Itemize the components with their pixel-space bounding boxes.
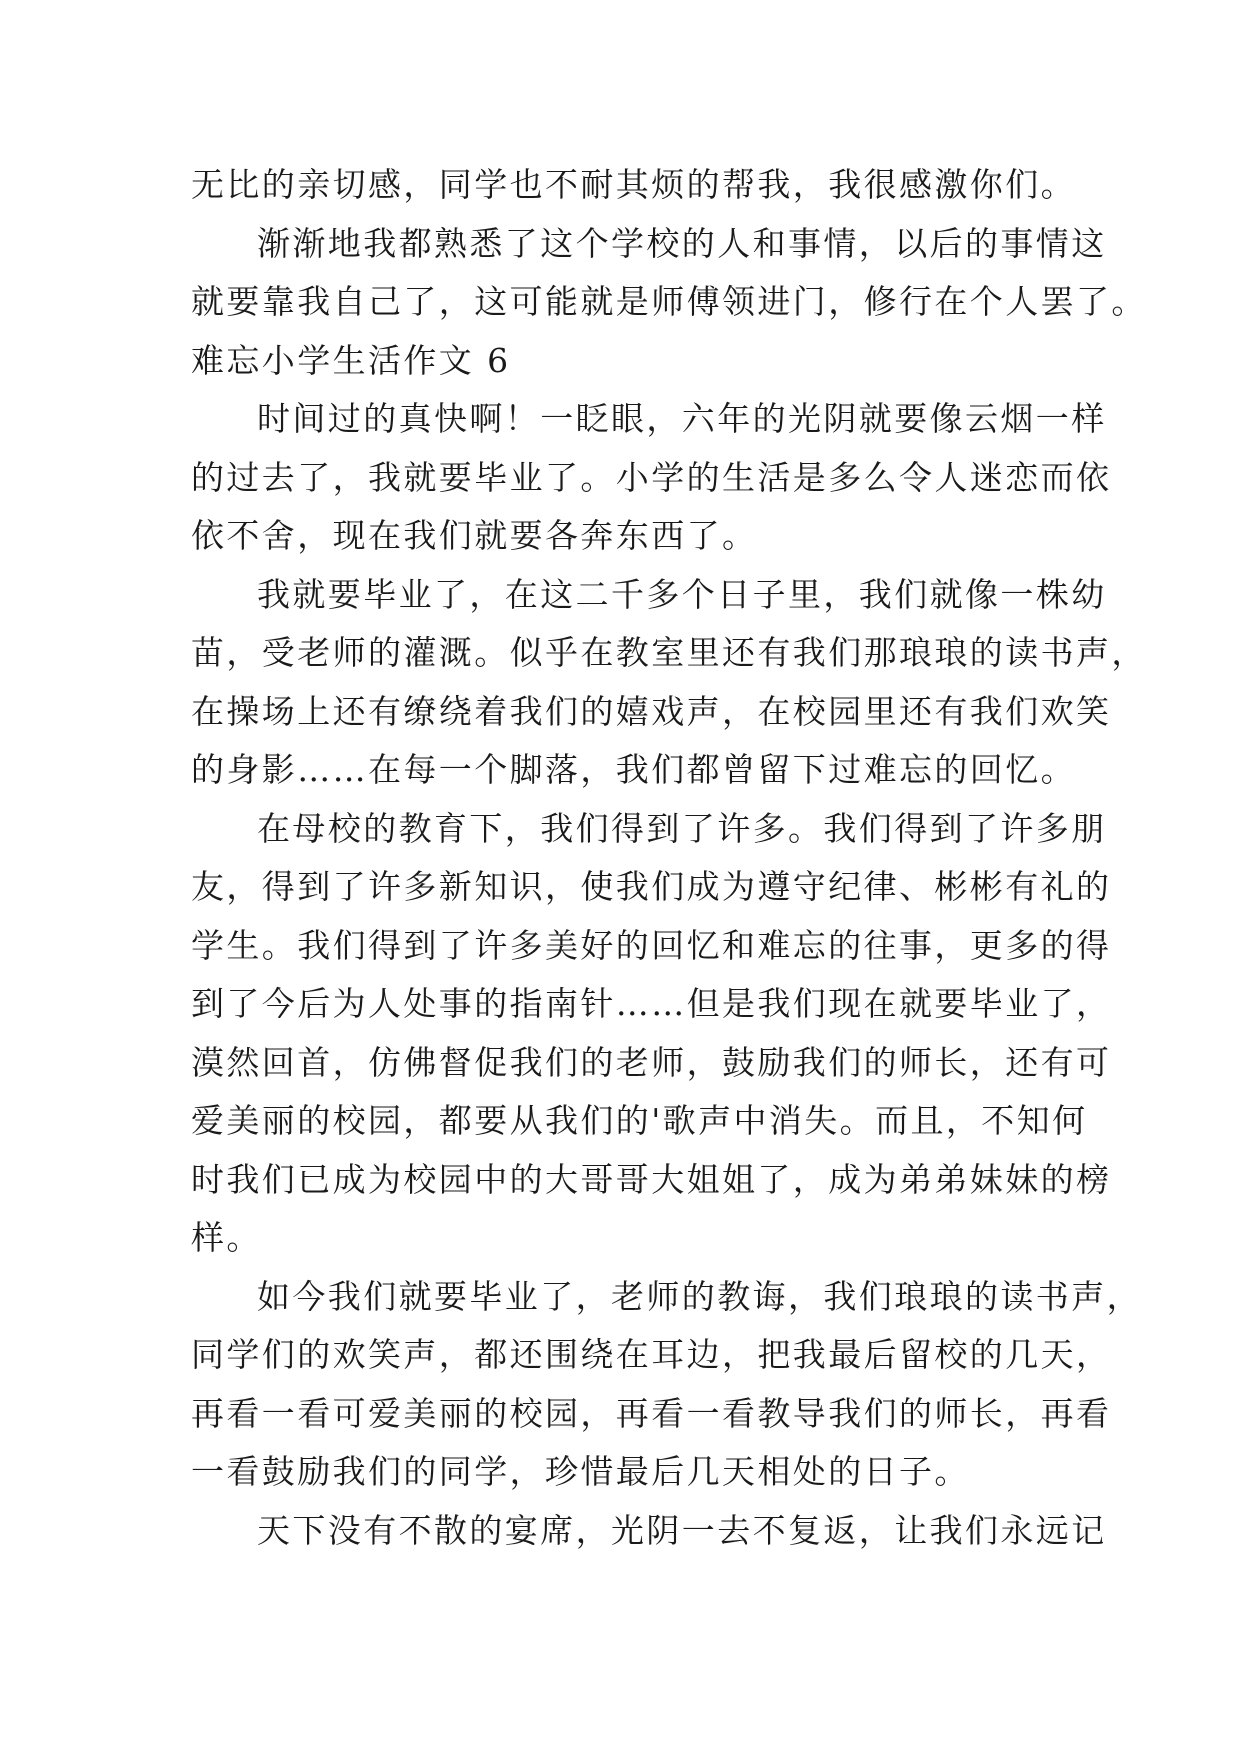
text-line: 在母校的教育下，我们得到了许多。我们得到了许多朋 bbox=[257, 808, 1107, 848]
text-line: 漠然回首，仿佛督促我们的老师，鼓励我们的师长，还有可 bbox=[191, 1042, 1112, 1082]
text-line: 友，得到了许多新知识，使我们成为遵守纪律、彬彬有礼的 bbox=[191, 867, 1112, 906]
text-line: 时我们已成为校园中的大哥哥大姐姐了，成为弟弟妹妹的榜 bbox=[191, 1159, 1112, 1199]
text-line: 依不舍，现在我们就要各奔东西了。 bbox=[191, 516, 758, 555]
text-line: 天下没有不散的宴席，光阴一去不复返，让我们永远记 bbox=[257, 1510, 1107, 1550]
text-line: 爱美丽的校园，都要从我们的'歌声中消失。而且，不知何 bbox=[191, 1101, 1088, 1140]
text-line: 样。 bbox=[191, 1218, 262, 1257]
section-heading: 难忘小学生活作文 6 bbox=[191, 340, 511, 380]
text-line: 学生。我们得到了许多美好的回忆和难忘的往事，更多的得 bbox=[191, 925, 1112, 965]
text-line: 苗，受老师的灌溉。似乎在教室里还有我们那琅琅的读书声， bbox=[191, 633, 1147, 672]
text-line: 时间过的真快啊！一眨眼，六年的光阴就要像云烟一样 bbox=[257, 399, 1107, 438]
text-line: 在操场上还有缭绕着我们的嬉戏声，在校园里还有我们欢笑 bbox=[191, 691, 1112, 731]
text-line: 一看鼓励我们的同学，珍惜最后几天相处的日子。 bbox=[191, 1452, 970, 1491]
text-line: 的过去了，我就要毕业了。小学的生活是多么令人迷恋而依 bbox=[191, 457, 1112, 497]
text-line: 再看一看可爱美丽的校园，再看一看教导我们的师长，再看 bbox=[191, 1393, 1112, 1433]
text-line: 的身影……在每一个脚落，我们都曾留下过难忘的回忆。 bbox=[191, 750, 1076, 789]
text-line: 到了今后为人处事的指南针……但是我们现在就要毕业了， bbox=[191, 984, 1112, 1023]
essay-body bbox=[191, 156, 1147, 1560]
text-line: 渐渐地我都熟悉了这个学校的人和事情，以后的事情这 bbox=[257, 223, 1107, 263]
text-line: 无比的亲切感，同学也不耐其烦的帮我，我很感激你们。 bbox=[191, 165, 1076, 204]
text-line: 我就要毕业了，在这二千多个日子里，我们就像一株幼 bbox=[257, 574, 1107, 614]
text-line: 就要靠我自己了，这可能就是师傅领进门，修行在个人罢了。 bbox=[191, 282, 1147, 321]
text-line: 同学们的欢笑声，都还围绕在耳边，把我最后留校的几天， bbox=[191, 1335, 1112, 1374]
text-line: 如今我们就要毕业了，老师的教诲，我们琅琅的读书声， bbox=[257, 1276, 1142, 1316]
